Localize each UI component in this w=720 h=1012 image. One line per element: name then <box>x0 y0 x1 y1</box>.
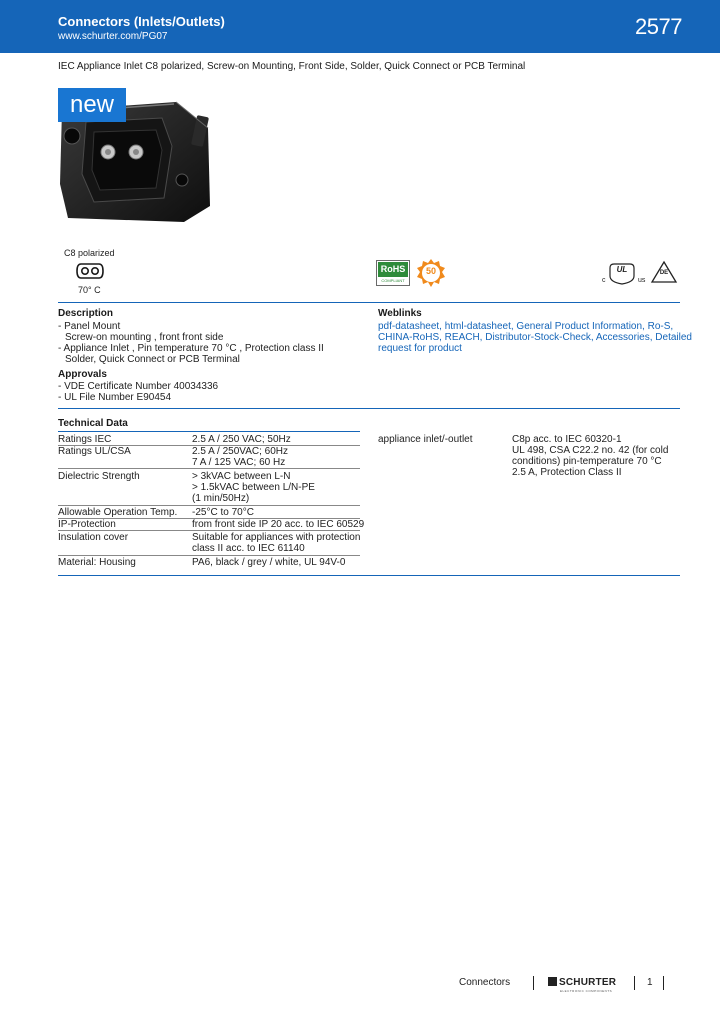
technical-heading: Technical Data <box>58 418 128 429</box>
ul-text: UL <box>616 265 628 274</box>
page-number: 1 <box>647 977 653 988</box>
approvals-heading: Approvals <box>58 369 107 380</box>
logo-subtext: ELECTRONIC COMPONENTS <box>560 989 613 993</box>
tech-label: Ratings UL/CSA <box>58 446 131 457</box>
svg-text:us: us <box>638 277 646 284</box>
tech-value: > 1.5kVAC between L/N-PE <box>192 482 315 493</box>
tech-value: from front side IP 20 acc. to IEC 60529 <box>192 519 365 530</box>
rohs-sub: COMPLIANT <box>381 278 405 283</box>
series-number: 2577 <box>635 14 682 39</box>
footer-separator <box>634 976 635 990</box>
c8-label: C8 polarized <box>64 248 115 258</box>
tech-label: Dielectric Strength <box>58 471 140 482</box>
page-header <box>0 0 720 53</box>
rohs-text: RoHS <box>378 262 408 277</box>
row-divider <box>58 468 360 469</box>
row-divider <box>58 555 360 556</box>
footer-separator <box>663 976 664 990</box>
description-heading: Description <box>58 308 114 319</box>
schurter-logo <box>548 977 616 988</box>
description-line: Solder, Quick Connect or PCB Terminal <box>65 354 240 365</box>
header-url[interactable]: www.schurter.com/PG07 <box>58 31 168 42</box>
header-title: Connectors (Inlets/Outlets) <box>58 14 225 29</box>
product-subtitle: IEC Appliance Inlet C8 polarized, Screw-on Mounting, Front Side, Solder, Quick Connect or PCB Terminal <box>58 61 526 72</box>
tech-value: 7 A / 125 VAC; 60 Hz <box>192 457 286 468</box>
tech-right-value: UL 498, CSA C22.2 no. 42 (for cold <box>512 445 669 456</box>
section-rule <box>58 575 680 576</box>
tech-label: Material: Housing <box>58 557 136 568</box>
temp-label: 70° C <box>78 285 101 295</box>
tech-label: Ratings IEC <box>58 434 112 445</box>
row-divider <box>58 505 360 506</box>
tech-label: IP-Protection <box>58 519 116 530</box>
vde-text: DE <box>659 270 669 276</box>
row-divider <box>58 530 360 531</box>
weblinks-heading: Weblinks <box>378 308 422 319</box>
logo-square-icon <box>548 977 557 986</box>
tech-value: 2.5 A / 250VAC; 60Hz <box>192 446 288 457</box>
rohs-icon <box>376 260 410 286</box>
section-rule <box>58 408 680 409</box>
description-line: Screw-on mounting , front front side <box>65 332 224 343</box>
tech-label: Allowable Operation Temp. <box>58 507 178 518</box>
tech-value: -25°C to 70°C <box>192 507 254 518</box>
c8-polarized-icon <box>76 262 104 280</box>
approvals-line: - UL File Number E90454 <box>58 392 172 403</box>
logo-text: SCHURTER <box>559 977 617 988</box>
approvals-line: - VDE Certificate Number 40034336 <box>58 381 219 392</box>
weblinks-line[interactable]: CHINA-RoHS, REACH, Distributor-Stock-Check, Accessories, Detailed <box>378 332 692 343</box>
tech-value: 2.5 A / 250 VAC; 50Hz <box>192 434 291 445</box>
tech-right-label: appliance inlet/-outlet <box>378 434 473 445</box>
description-line: - Panel Mount <box>58 321 121 332</box>
tech-right-value: 2.5 A, Protection Class II <box>512 467 622 478</box>
technical-rule <box>58 431 360 432</box>
weblinks-line[interactable]: request for product <box>378 343 462 354</box>
tech-label: Insulation cover <box>58 532 129 543</box>
tech-value: Suitable for appliances with protection <box>192 532 361 543</box>
fifty-years-text: 50 <box>425 266 436 276</box>
product-image <box>58 88 216 224</box>
tech-value: > 3kVAC between L-N <box>192 471 291 482</box>
footer-separator <box>533 976 534 990</box>
weblinks-line[interactable]: pdf-datasheet, html-datasheet, General Product Information, Ro-S, <box>378 321 674 332</box>
tech-value: PA6, black / grey / white, UL 94V-0 <box>192 557 346 568</box>
new-badge: new <box>58 88 126 122</box>
tech-value: (1 min/50Hz) <box>192 493 250 504</box>
svg-text:c: c <box>602 277 606 284</box>
section-rule <box>58 302 680 303</box>
tech-right-value: C8p acc. to IEC 60320-1 <box>512 434 622 445</box>
description-line: - Appliance Inlet , Pin temperature 70 °C , Protection class II <box>58 343 324 354</box>
footer-section: Connectors <box>459 977 511 988</box>
tech-value: class II acc. to IEC 61140 <box>192 543 305 554</box>
tech-right-value: conditions) pin-temperature 70 °C <box>512 456 662 467</box>
